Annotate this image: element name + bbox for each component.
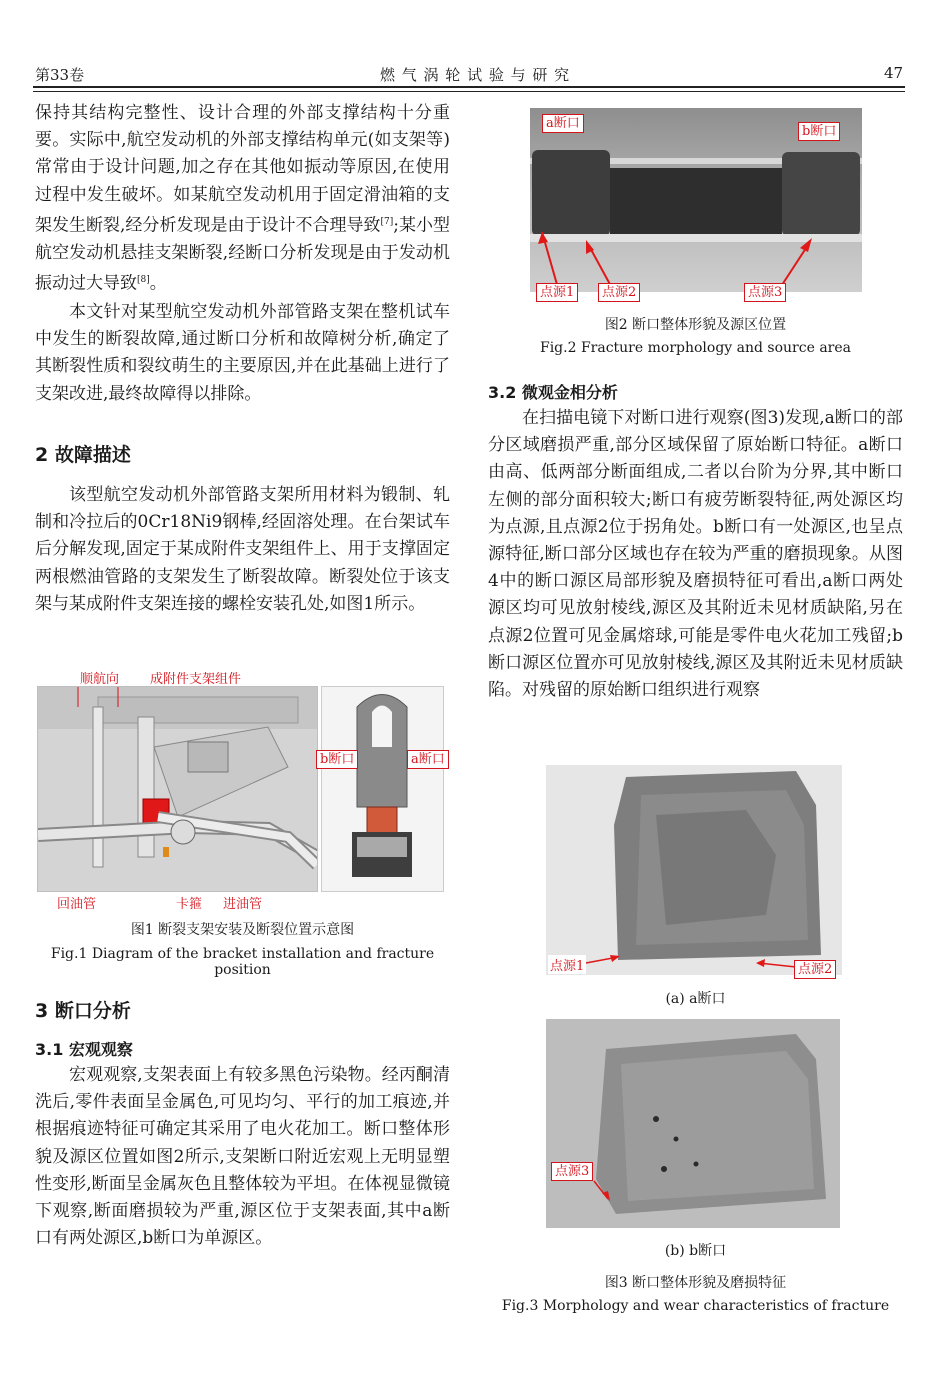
volume-label: 第33卷 [35,66,85,84]
section-3-2-title: 3.2 微观金相分析 [488,383,618,402]
para2-text: 本文针对某型航空发动机外部管路支架在整机试车中发生的断裂故障,通过断口分析和故障树分析,确定了其断裂性质和裂纹萌生的主要原因,并在此基础上进行了支架改进,最终故障得以排除。 [35,302,450,404]
fig2-source-2-label: 点源2 [598,283,640,302]
figure-1-caption-cn: 图1 断裂支架安装及断裂位置示意图 [130,922,355,938]
ref-7: [7] [380,216,394,227]
figure-3-caption-en: Fig.3 Morphology and wear characteristics of fracture [501,1298,890,1314]
para3-text: 该型航空发动机外部管路支架所用材料为锻制、轧制和冷拉后的0Cr18Ni9钢棒,经固溶处理。在台架试车后分解发现,固定于某成附件支架组件上、用于支撑固定两根燃油管路的支架发生了断裂故障。断裂处位于该支架与某成附件支架连接的螺栓安装孔处,如图1所示。 [35,485,450,614]
figure-3-caption-cn: 图3 断口整体形貌及磨损特征 [604,1275,787,1291]
figure-1-bracket-photo [321,686,444,892]
fig2-a-fracture-label: a断口 [542,114,584,133]
header-rule-thick [33,86,905,88]
sem-a-drawing [546,765,842,975]
fig2-b-fracture-label: b断口 [798,122,840,141]
fig1-a-fracture-label: a断口 [407,750,449,769]
figure-3a-subcaption: (a) a断口 [665,991,726,1007]
fault-description-paragraph [35,482,450,618]
para1c-text: 。 [149,273,167,294]
assembly-diagram [38,687,317,891]
fig3a-source-1-label: 点源1 [548,955,586,974]
para1-text: 保持其结构完整性、设计合理的外部支撑结构十分重要。实际中,航空发动机的外部支撑结构单元(如支架等)常常由于设计问题,加之存在其他如振动等原因,在使用过程中发生破坏。如某航空发动机用于固定滑油箱的支架发生断裂,经分析发现是由于设计不合理导致 [35,103,450,236]
inlet-pipe-label: 进油管 [223,897,263,912]
fig2-source-1-label: 点源1 [536,283,578,302]
fig1-b-fracture-label: b断口 [316,750,358,769]
fig2-source-3-label: 点源3 [744,283,786,302]
clamp-label: 卡箍 [176,897,203,912]
figure-3b-sem-image [546,1019,840,1228]
figure-2-caption-en: Fig.2 Fracture morphology and source area [539,340,851,356]
page-number: 47 [884,64,904,82]
figure-1-assembly-render [37,686,318,892]
figure-3b-subcaption: (b) b断口 [664,1243,727,1259]
figure-1-caption-en: Fig.1 Diagram of the bracket installation and fracture position [50,946,435,978]
section-2-title: 2 故障描述 [35,444,131,466]
section-3-title: 3 断口分析 [35,1000,131,1022]
para4-text: 宏观观察,支架表面上有较多黑色污染物。经丙酮清洗后,零件表面呈金属色,可见均匀、平行的加工痕迹,并根据痕迹特征可确定其采用了电火花加工。断口整体形貌及源区位置如图2所示,支架断口附近宏观上无明显塑性变形,断面呈金属灰色且整体较为平坦。在体视显微镜下观察,断面磨损较为严重,源区位于支架表面,其中a断口有两处源区,b断口为单源区。 [35,1065,450,1249]
return-pipe-label: 回油管 [57,897,97,912]
figure-2-caption-cn: 图2 断口整体形貌及源区位置 [604,317,787,333]
intro-paragraph-2 [35,299,450,408]
micro-analysis-paragraph [488,405,903,704]
para5-text: 在扫描电镜下对断口进行观察(图3)发现,a断口的部分区域磨损严重,部分区域保留了原始断口特征。a断口由高、低两部分断面组成,二者以台阶为分界,其中断口左侧的部分面积较大;断口有疲劳断裂特征,两处源区均为点源,且点源2位于拐角处。b断口有一处源区,也呈点源特征,断口部分区域也存在较为严重的磨损现象。从图4中的断口源区局部形貌及磨损特征可看出,a断口两处源区均可见放射棱线,源区及其附近未见材质缺陷,另在点源2位置可见金属熔球,可能是零件电火花加工残留;b断口源区位置亦可见放射棱线,源区及其附近未见材质缺陷。对残留的原始断口组织进行观察 [488,408,903,701]
fig3b-source-3-label: 点源3 [551,1162,593,1181]
para1b-text: ;某小型航空发动机悬挂支架断裂,经断口分析发现是由于发动机振动过大导致 [35,215,450,294]
ref-8: [8] [137,274,150,285]
macro-observation-paragraph [35,1062,450,1252]
direction-label: 顺航向 [80,672,120,687]
section-3-1-title: 3.1 宏观观察 [35,1040,133,1059]
sem-b-drawing [546,1019,840,1228]
figure-3a-sem-image [546,765,842,975]
journal-title: 燃 气 涡 轮 试 验 与 研 究 [380,66,571,84]
header-rule-thin [33,91,905,92]
bracket-photo-drawing [322,687,443,891]
fig3a-source-2-label: 点源2 [794,960,836,979]
component-label: 成附件支架组件 [150,672,242,687]
intro-paragraph-1 [35,100,450,298]
